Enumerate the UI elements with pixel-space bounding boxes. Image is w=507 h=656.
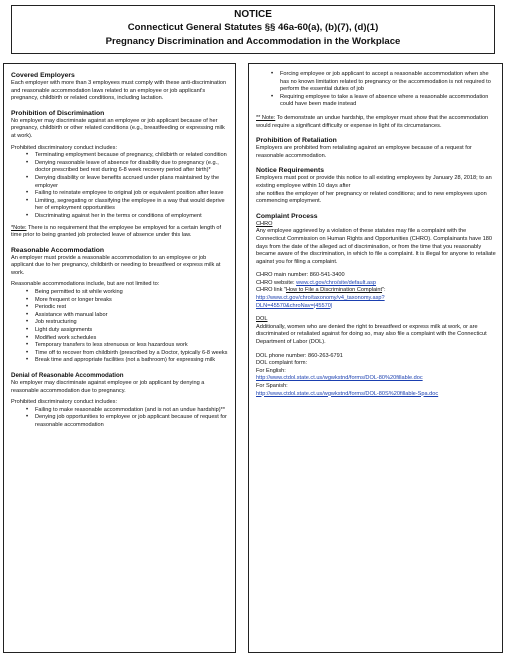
denial-text: No employer may discriminate against employee or job applicant by denying a reasonable accommodation due to pregnancy. <box>11 380 205 394</box>
left-column <box>3 63 236 653</box>
chro-link-line <box>256 287 497 295</box>
prohibited-list <box>11 152 230 220</box>
list-item: • Assistance with manual labor <box>35 312 230 320</box>
chro-complaint-url-2[interactable]: DLN=45570&chroNav=|45570| <box>256 302 333 309</box>
list-item: • Limiting, segregating or classifying the employee in a way that would deprive her of employment opportunities <box>35 198 230 213</box>
note-label: *Note: <box>11 224 27 231</box>
accommodation-list <box>11 289 230 365</box>
chro-text: Any employee aggrieved by a violation of these statutes may file a complaint with the Connecticut Commission on Human Rights and Opportunities (CHRO). Complainants have 180 days from the date of the alleged act of discrimination, or from the time that you reasonably became aware of the discrimination, in which to file a complaint. It is illegal for anyone to retaliate against you for filing a complaint. <box>256 228 496 265</box>
prohibited-intro: Prohibited discriminatory conduct includes: <box>11 144 118 151</box>
notice-header <box>11 5 495 54</box>
list-item: • Requiring employee to take a leave of absence where a reasonable accommodation could have been made instead <box>280 94 497 109</box>
for-english-label: For English: <box>256 367 286 374</box>
accommodation-heading: Reasonable Accommodation <box>11 246 105 254</box>
list-item: • Time off to recover from childbirth (prescribed by a Doctor, typically 6-8 weeks <box>35 350 230 358</box>
dol-phone: DOL phone number: 860-263-6791 <box>256 352 343 359</box>
chro-phone: CHRO main number: 860-541-3400 <box>256 272 345 279</box>
list-item: • Failing to reinstate employee to original job or equivalent position after leave <box>35 190 230 198</box>
chro-link-label: CHRO link " <box>256 287 286 294</box>
chro-link-title: How to File a Discrimination Complaint <box>285 287 383 294</box>
covered-employers-heading: Covered Employers <box>11 72 75 79</box>
right-column <box>248 63 503 653</box>
notice-title: NOTICE <box>234 9 272 20</box>
undue-hardship-note <box>256 115 497 130</box>
denial-list <box>11 407 230 430</box>
list-item: • Denying reasonable leave of absence for disability due to pregnancy (e.g., doctor prescribed bed rest during 6-8 week recovery period after birth)* <box>35 160 230 175</box>
list-item: • More frequent or longer breaks <box>35 297 230 305</box>
list-item: • Light duty assignments <box>35 327 230 335</box>
continued-prohibited-list <box>256 71 497 109</box>
chro-website-link[interactable]: www.ct.gov/chro/site/default.asp <box>296 279 377 286</box>
for-spanish-label: For Spanish: <box>256 383 288 389</box>
note2-text: To demonstrate an undue hardship, the employer must show that the accommodation would require a significant difficulty or expense in light of its circumstances. <box>256 114 489 129</box>
dol-label: DOL <box>256 316 268 323</box>
spanish-form-link[interactable]: http://www.ctdol.state.ct.us/wgwkstnd/forms/DOL-80S%20fillable-Spa.doc <box>256 390 439 397</box>
english-form-link[interactable]: http://www.ctdol.state.ct.us/wgwkstnd/forms/DOL-80%20fillable.doc <box>256 375 423 382</box>
chro-website-label: CHRO website: <box>256 279 297 286</box>
list-item: • Break time and appropriate facilities (not a bathroom) for expressing milk <box>35 357 230 365</box>
dol-text: Additionally, women who are denied the right to breastfeed or express milk at work, or are discriminated or retaliated against for doing so, may also file a complaint with the Connecticut Department of Labor (DOL). <box>256 323 487 346</box>
note-text: There is no requirement that the employee be employed for a certain length of time prior to being granted job protected leave of absence under this law. <box>11 224 222 239</box>
chro-complaint-url-1[interactable]: http://www.ct.gov/chro/taxonomy/v4_taxonomy.asp? <box>256 295 385 302</box>
notice-subtitle: Pregnancy Discrimination and Accommodation in the Workplace <box>105 36 401 47</box>
covered-employers-text: Each employer with more than 3 employees must comply with these anti-discrimination and reasonable accommodation laws related to an employee or job applicant's pregnancy, childbirth or related conditions, including lactation. <box>11 80 227 102</box>
denial-heading: Denial of Reasonable Accommodation <box>11 372 124 379</box>
dol-form-label: DOL complaint form: <box>256 360 308 367</box>
list-item: • Denying job opportunities to employee or job applicant because of request for reasonable accommodation <box>35 414 230 429</box>
note2-label: ** Note: <box>256 114 276 121</box>
statutes-title: Connecticut General Statutes §§ 46a-60(a), (b)(7), (d)(1) <box>127 22 379 33</box>
list-item: • Temporary transfers to less strenuous or less hazardous work <box>35 342 230 350</box>
denial-intro: Prohibited discriminatory conduct includes: <box>11 399 118 406</box>
list-item: • Denying disability or leave benefits accrued under plans maintained by the employer <box>35 175 230 190</box>
list-item: • Job restructuring <box>35 319 230 327</box>
chro-website-line <box>256 280 497 288</box>
list-item: • Forcing employee or job applicant to accept a reasonable accommodation when she has no known limitation related to pregnancy or the accommodation is not required to perform the essential duties of job <box>280 71 497 94</box>
complaint-heading: Complaint Process <box>256 212 318 220</box>
chro-link-end: ": <box>382 287 386 294</box>
retaliation-heading: Prohibition of Retaliation <box>256 137 337 145</box>
chro-label: CHRO <box>256 220 273 227</box>
leave-note <box>11 225 230 240</box>
retaliation-text: Employers are prohibited from retaliating against an employee because of a request for reasonable accommodation. <box>256 145 472 159</box>
accommodation-text: An employer must provide a reasonable accommodation to an employee or job applicant due to her pregnancy, childbirth or needing to breastfeed or express milk at work. <box>11 254 221 276</box>
notice-requirements-text2: she notifies the employer of her pregnancy or related conditions; and to new employees upon commencing employment. <box>256 190 487 205</box>
list-item: • Modified work schedules <box>35 335 230 343</box>
list-item: • Periodic rest <box>35 304 230 312</box>
accommodation-intro: Reasonable accommodations include, but are not limited to: <box>11 281 160 288</box>
list-item: • Discriminating against her in the terms or conditions of employment <box>35 213 230 221</box>
notice-requirements-heading: Notice Requirements <box>256 167 324 175</box>
prohibition-heading: Prohibition of Discrimination <box>11 109 105 117</box>
list-item: • Being permitted to sit while working <box>35 289 230 297</box>
prohibition-text: No employer may discriminate against an employee or job applicant because of her pregnancy, childbirth or other related conditions (e.g., breastfeeding or expressing milk at work). <box>11 117 225 139</box>
list-item: • Terminating employment because of pregnancy, childbirth or related condition <box>35 152 230 160</box>
list-item: • Failing to make reasonable accommodation (and is not an undue hardship)** <box>35 407 230 415</box>
notice-requirements-text1: Employers must post or provide this notice to all existing employees by January 28, 2018; to an existing employee within 10 days after <box>256 175 492 189</box>
